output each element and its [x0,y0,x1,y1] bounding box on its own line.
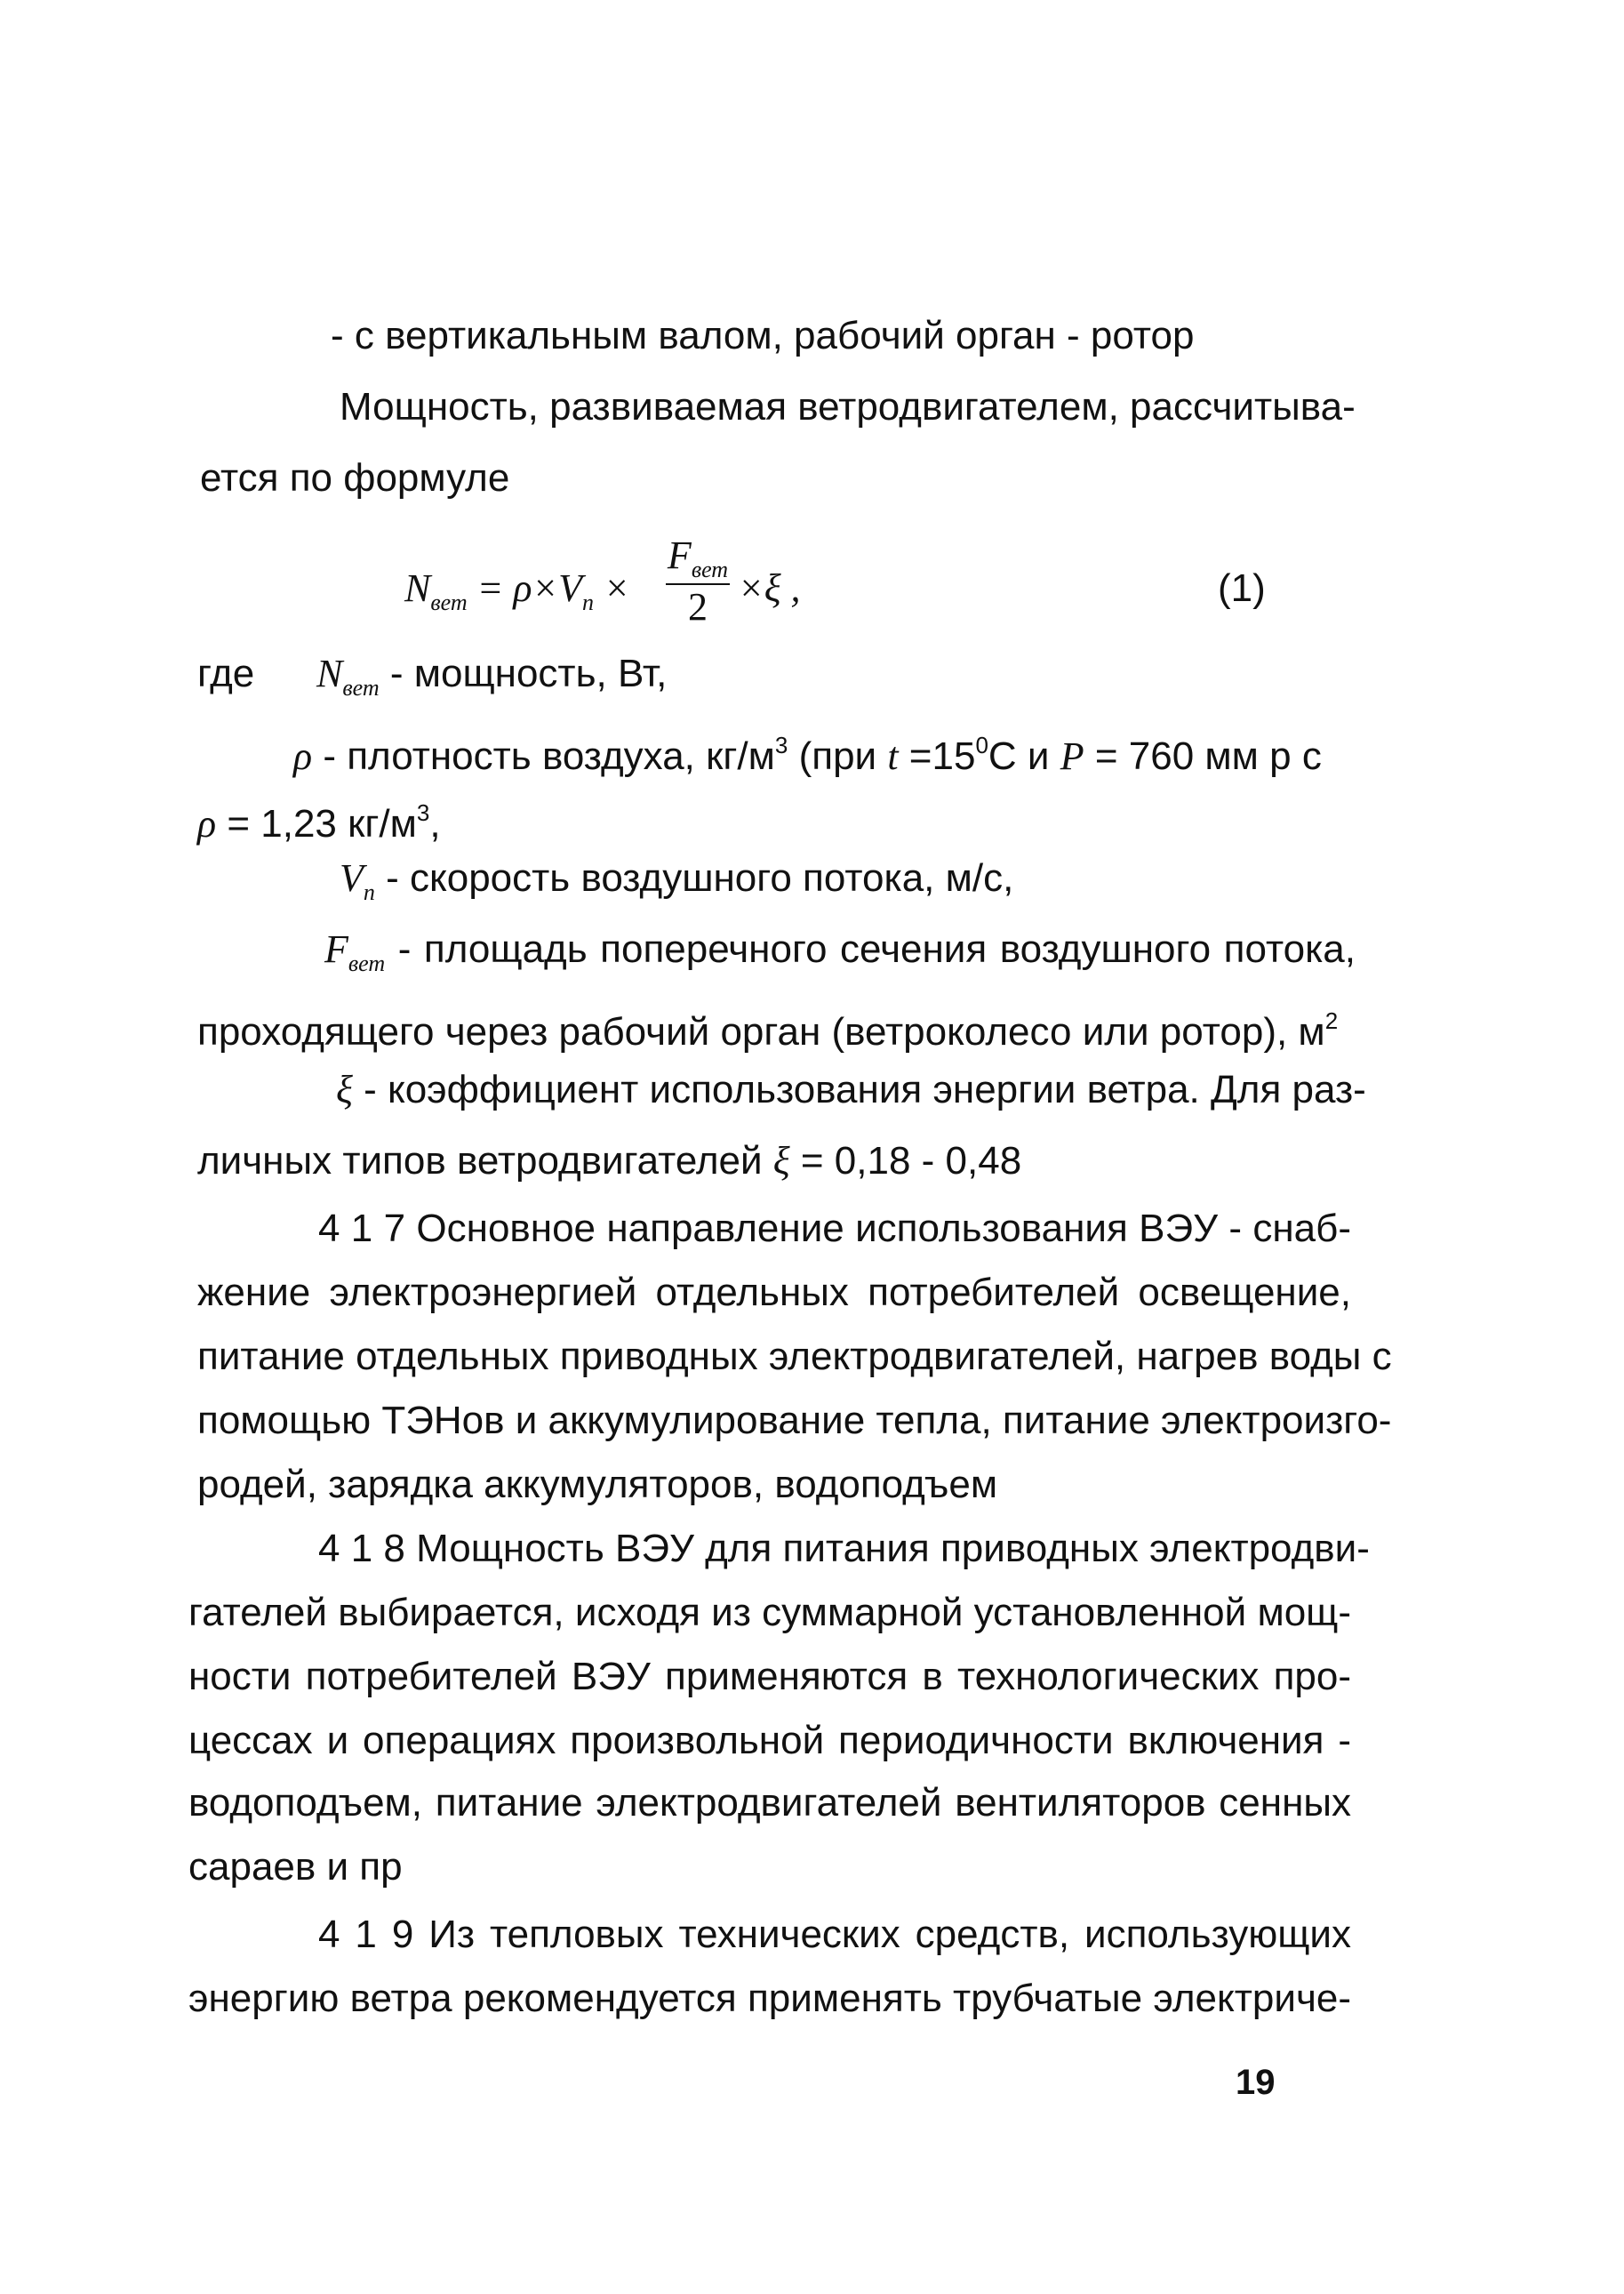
formula-lhs-sub: вет [430,590,468,615]
rho-value-tail: , [429,802,441,846]
text-line [197,1138,1021,1184]
text-line: ности потребителей ВЭУ применяются в технологических про- [188,1655,1351,1698]
symbol-f-sub: вет [348,950,386,976]
formula-fraction [662,533,733,631]
text-line: - с вертикальным валом, рабочий орган - ротор [331,314,1195,357]
text-line [293,722,1322,780]
symbol-p: P [1060,734,1084,778]
fraction-denominator: 2 [688,585,708,629]
text-line: питание отдельных приводных электродвигателей, нагрев воды с [197,1335,1392,1378]
text-line: сараев и пр [188,1845,403,1889]
symbol-v: V [340,856,364,900]
rho-text: =15 [898,734,976,778]
symbol-xi: ξ [336,1068,353,1111]
xi-text: - коэффициент использования энергии ветра. Для раз- [352,1068,1366,1111]
superscript: 2 [1324,1007,1339,1034]
f-text-continued: проходящего через рабочий орган (ветроколесо или ротор), м [197,1010,1325,1054]
page-number: 19 [1236,2063,1276,2102]
rho-text: = 760 мм р с [1084,734,1322,778]
text-line: энергию ветра рекомендуется применять трубчатые электриче- [188,1977,1351,2020]
rho-text: (при [788,734,888,778]
text-line [340,855,1013,916]
symbol-rho: ρ [197,802,217,846]
text-line: 4 1 8 Мощность ВЭУ для питания приводных электродви- [318,1527,1370,1570]
text-line: Мощность, развиваемая ветродвигателем, рассчитыва- [340,385,1356,429]
xi-text-continued: личных типов ветродвигателей [197,1139,773,1183]
formula-number: (1) [1218,566,1266,610]
xi-range: = 0,18 - 0,48 [789,1139,1022,1183]
symbol-v-sub: п [363,879,375,905]
fraction-numerator-sub: вет [691,557,729,582]
text-line [197,998,1338,1055]
symbol-rho: ρ [293,734,313,778]
text-line: цессах и операциях произвольной периодичности включения - [188,1719,1351,1762]
symbol-f: F [324,927,348,971]
text-line: жение электроэнергией отдельных потребителей освещение, [197,1271,1351,1314]
v-text: - скорость воздушного потока, м/с, [374,856,1014,900]
rho-text: С и [988,734,1060,778]
formula-tail: ×ξ , [738,566,801,610]
formula-times: × [604,566,630,610]
superscript: 3 [416,799,430,826]
text-line: 4 1 7 Основное направление использования ВЭУ - снаб- [318,1207,1351,1250]
f-text: - площадь поперечного сечения воздушного потока, [385,927,1356,971]
text-line: родей, зарядка аккумуляторов, водоподъем [197,1463,998,1506]
text-line [324,926,1356,987]
rho-value-text: = 1,23 кг/м [216,802,417,846]
text-line [336,1067,1366,1113]
text-line: гателей выбирается, исходя из суммарной установленной мощ- [188,1591,1352,1634]
symbol-xi: ξ [772,1139,790,1183]
fraction-numerator: F [667,533,692,577]
text-line [197,651,254,697]
text-line: ется по формуле [200,456,510,500]
formula-eq-part: = ρ×V [476,566,583,610]
symbol-n: N [316,652,343,695]
formula-lhs: N [404,566,431,610]
text-line: 4 1 9 Из тепловых технических средств, использующих [318,1913,1351,1956]
formula-1 [404,533,831,631]
text-line: водоподъем, питание электродвигателей вентиляторов сенных [188,1781,1351,1825]
formula-v-sub: п [582,590,595,615]
text-line [316,651,667,711]
text-line [197,790,441,847]
superscript: 0 [975,732,988,758]
superscript: 3 [774,732,788,758]
where-label: где [197,652,255,695]
rho-text: - плотность воздуха, кг/м [312,734,775,778]
symbol-n-sub: вет [342,675,380,701]
where-text: - мощность, Вт, [379,652,668,695]
text-line: помощью ТЭНов и аккумулирование тепла, питание электроизго- [197,1399,1392,1442]
symbol-t: t [887,734,899,778]
